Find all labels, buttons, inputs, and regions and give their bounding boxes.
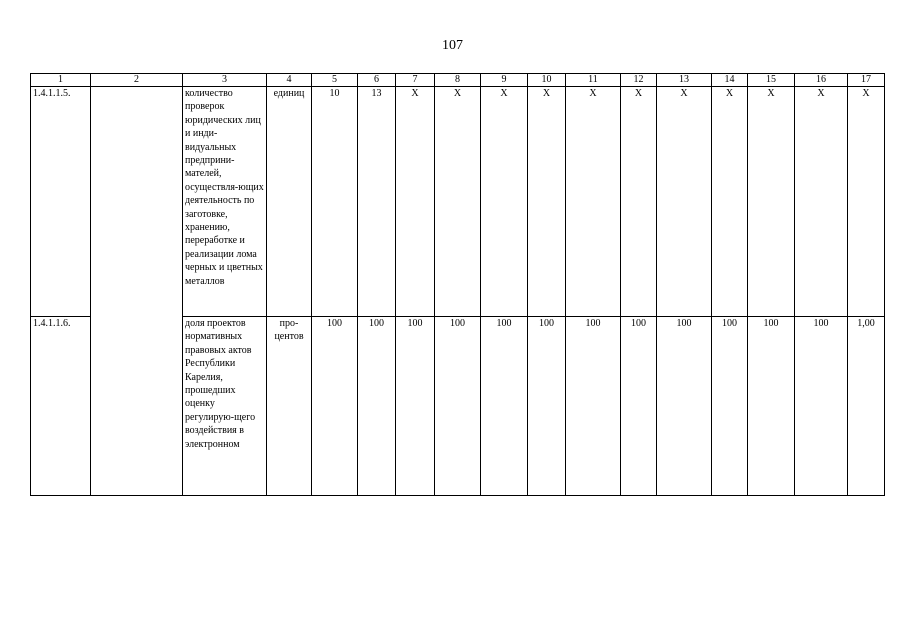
value-cell: X [528, 87, 566, 317]
row-code: 1.4.1.1.6. [31, 317, 91, 496]
column-header: 10 [528, 74, 566, 87]
value-cell: X [481, 87, 528, 317]
value-cell: X [795, 87, 848, 317]
column-header: 8 [435, 74, 481, 87]
unit-cell: про-центов [267, 317, 312, 496]
value-cell: 100 [358, 317, 396, 496]
value-cell: 100 [435, 317, 481, 496]
unit-cell: единиц [267, 87, 312, 317]
column-header: 13 [657, 74, 712, 87]
row-code: 1.4.1.1.5. [31, 87, 91, 317]
column-header: 2 [91, 74, 183, 87]
value-cell: 100 [528, 317, 566, 496]
column-header: 7 [396, 74, 435, 87]
value-cell: X [657, 87, 712, 317]
column-header: 3 [183, 74, 267, 87]
column-header: 15 [748, 74, 795, 87]
value-cell: 100 [795, 317, 848, 496]
value-cell: 100 [621, 317, 657, 496]
value-cell: 100 [712, 317, 748, 496]
column-header: 4 [267, 74, 312, 87]
page-number: 107 [442, 38, 463, 53]
value-cell: 100 [657, 317, 712, 496]
value-cell: 13 [358, 87, 396, 317]
column-header: 5 [312, 74, 358, 87]
value-cell: X [566, 87, 621, 317]
value-cell: 100 [312, 317, 358, 496]
value-cell: X [621, 87, 657, 317]
column-header: 9 [481, 74, 528, 87]
column-header: 16 [795, 74, 848, 87]
table-row [31, 87, 885, 317]
value-cell: 100 [481, 317, 528, 496]
value-cell: 100 [396, 317, 435, 496]
data-table [30, 73, 885, 496]
value-cell: X [848, 87, 885, 317]
row-col2-cell [91, 87, 183, 496]
column-header: 14 [712, 74, 748, 87]
indicator-name: количество проверок юридических лиц и инди-видуальных предприни-мателей, осуществля-ющих деятельность по заготовке, хранению, переработке и реализации лома черных и цветных металлов [183, 87, 267, 317]
value-cell: 100 [748, 317, 795, 496]
value-cell: X [396, 87, 435, 317]
header-row [31, 74, 885, 87]
indicator-name: доля проектов нормативных правовых актов Республики Карелия, прошедших оценку регулирую-щего воздействия в электронном [183, 317, 267, 496]
column-header: 6 [358, 74, 396, 87]
column-header: 1 [31, 74, 91, 87]
value-cell: 100 [566, 317, 621, 496]
column-header: 12 [621, 74, 657, 87]
value-cell: X [712, 87, 748, 317]
value-cell: X [435, 87, 481, 317]
value-cell: 1,00 [848, 317, 885, 496]
column-header: 11 [566, 74, 621, 87]
column-header: 17 [848, 74, 885, 87]
value-cell: X [748, 87, 795, 317]
value-cell: 10 [312, 87, 358, 317]
